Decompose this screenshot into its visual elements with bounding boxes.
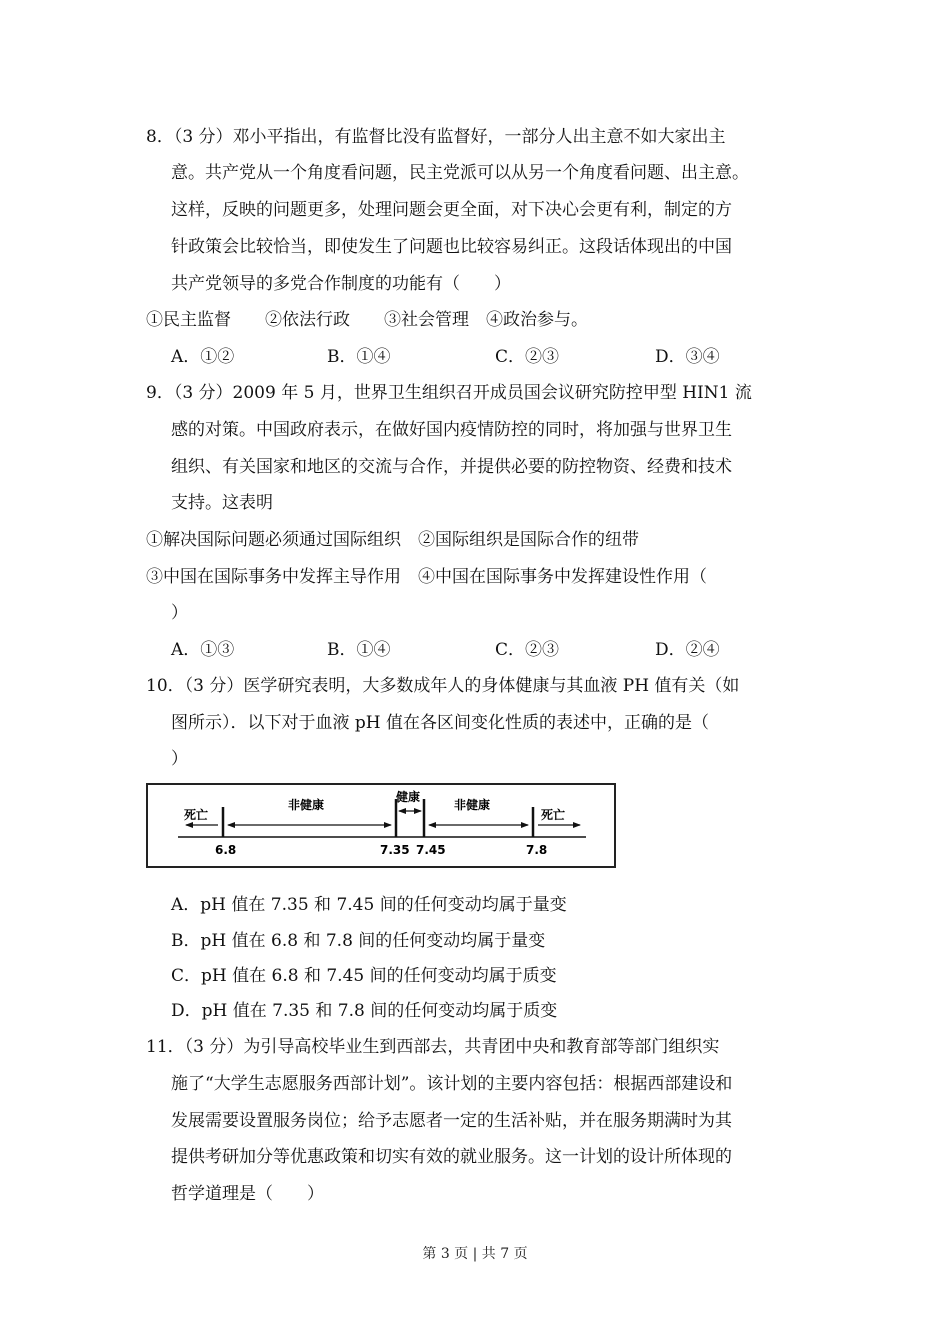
tick-7-8: 7.8	[526, 843, 548, 857]
tick-7-45: 7.45	[416, 843, 446, 857]
label-death-left: 死亡	[184, 808, 209, 822]
page-footer: 第 3 页 | 共 7 页	[422, 1246, 528, 1262]
q11-line-1: 11．（3 分）为引导高校毕业生到西部去，共青团中央和教育部等部门组织实	[146, 1037, 720, 1057]
ph-range-diagram	[148, 785, 614, 866]
q10-choice-b: B．pH 值在 6.8 和 7.8 间的任何变动均属于量变	[171, 931, 546, 951]
q9-items-2: ③中国在国际事务中发挥主导作用 ④中国在国际事务中发挥建设性作用（	[146, 567, 707, 587]
q8-line-5: 共产党领导的多党合作制度的功能有（ ）	[171, 274, 511, 294]
q9-line-1: 9．（3 分）2009 年 5 月，世界卫生组织召开成员国会议研究防控甲型 HIN1 流	[146, 383, 752, 403]
q8-items: ①民主监督 ②依法行政 ③社会管理 ④政治参与。	[146, 310, 588, 330]
q11-line-5: 哲学道理是（ ）	[171, 1184, 324, 1204]
q11-line-2: 施了“大学生志愿服务西部计划”。该计划的主要内容包括：根据西部建设和	[171, 1074, 733, 1094]
q9-items-3: ）	[171, 603, 188, 623]
q10-choice-d: D．pH 值在 7.35 和 7.8 间的任何变动均属于质变	[171, 1001, 558, 1021]
q8-line-2: 意。共产党从一个角度看问题，民主党派可以从另一个角度看问题、出主意。	[171, 163, 749, 183]
q8-choice-c: C．②③	[495, 347, 560, 367]
q11-line-3: 发展需要设置服务岗位；给予志愿者一定的生活补贴，并在服务期满时为其	[171, 1111, 732, 1131]
q8-choice-a: A．①②	[171, 347, 235, 367]
q9-choice-a: A．①③	[171, 640, 235, 660]
q8-line-3: 这样，反映的问题更多，处理问题会更全面，对下决心会更有利，制定的方	[171, 200, 732, 220]
q10-line-1: 10．（3 分）医学研究表明，大多数成年人的身体健康与其血液 PH 值有关（如	[146, 676, 740, 696]
q10-line-3: ）	[171, 749, 188, 769]
q10-choice-c: C．pH 值在 6.8 和 7.45 间的任何变动均属于质变	[171, 966, 557, 986]
tick-7-35: 7.35	[380, 843, 410, 857]
q9-line-2: 感的对策。中国政府表示，在做好国内疫情防控的同时，将加强与世界卫生	[171, 420, 732, 440]
q10-line-2: 图所示）．以下对于血液 pH 值在各区间变化性质的表述中，正确的是（	[171, 713, 710, 733]
ph-range-figure	[146, 783, 616, 868]
q9-choice-b: B．①④	[327, 640, 391, 660]
label-unhealthy-right: 非健康	[454, 798, 491, 812]
q8-choice-b: B．①④	[327, 347, 391, 367]
q9-items-1: ①解决国际问题必须通过国际组织 ②国际组织是国际合作的纽带	[146, 530, 639, 550]
q8-line-4: 针政策会比较恰当，即使发生了问题也比较容易纠正。这段话体现出的中国	[171, 237, 732, 257]
label-death-right: 死亡	[541, 808, 566, 822]
q11-line-4: 提供考研加分等优惠政策和切实有效的就业服务。这一计划的设计所体现的	[171, 1147, 732, 1167]
label-unhealthy-left: 非健康	[288, 798, 325, 812]
q9-choice-d: D．②④	[655, 640, 720, 660]
q9-line-4: 支持。这表明	[171, 493, 273, 513]
q9-line-3: 组织、有关国家和地区的交流与合作，并提供必要的防控物资、经费和技术	[171, 457, 732, 477]
q9-choice-c: C．②③	[495, 640, 560, 660]
tick-6-8: 6.8	[215, 843, 237, 857]
q8-choice-d: D．③④	[655, 347, 720, 367]
q10-choice-a: A．pH 值在 7.35 和 7.45 间的任何变动均属于量变	[171, 895, 567, 915]
label-healthy: 健康	[396, 790, 421, 804]
q8-line-1: 8．（3 分）邓小平指出，有监督比没有监督好，一部分人出主意不如大家出主	[146, 127, 726, 147]
